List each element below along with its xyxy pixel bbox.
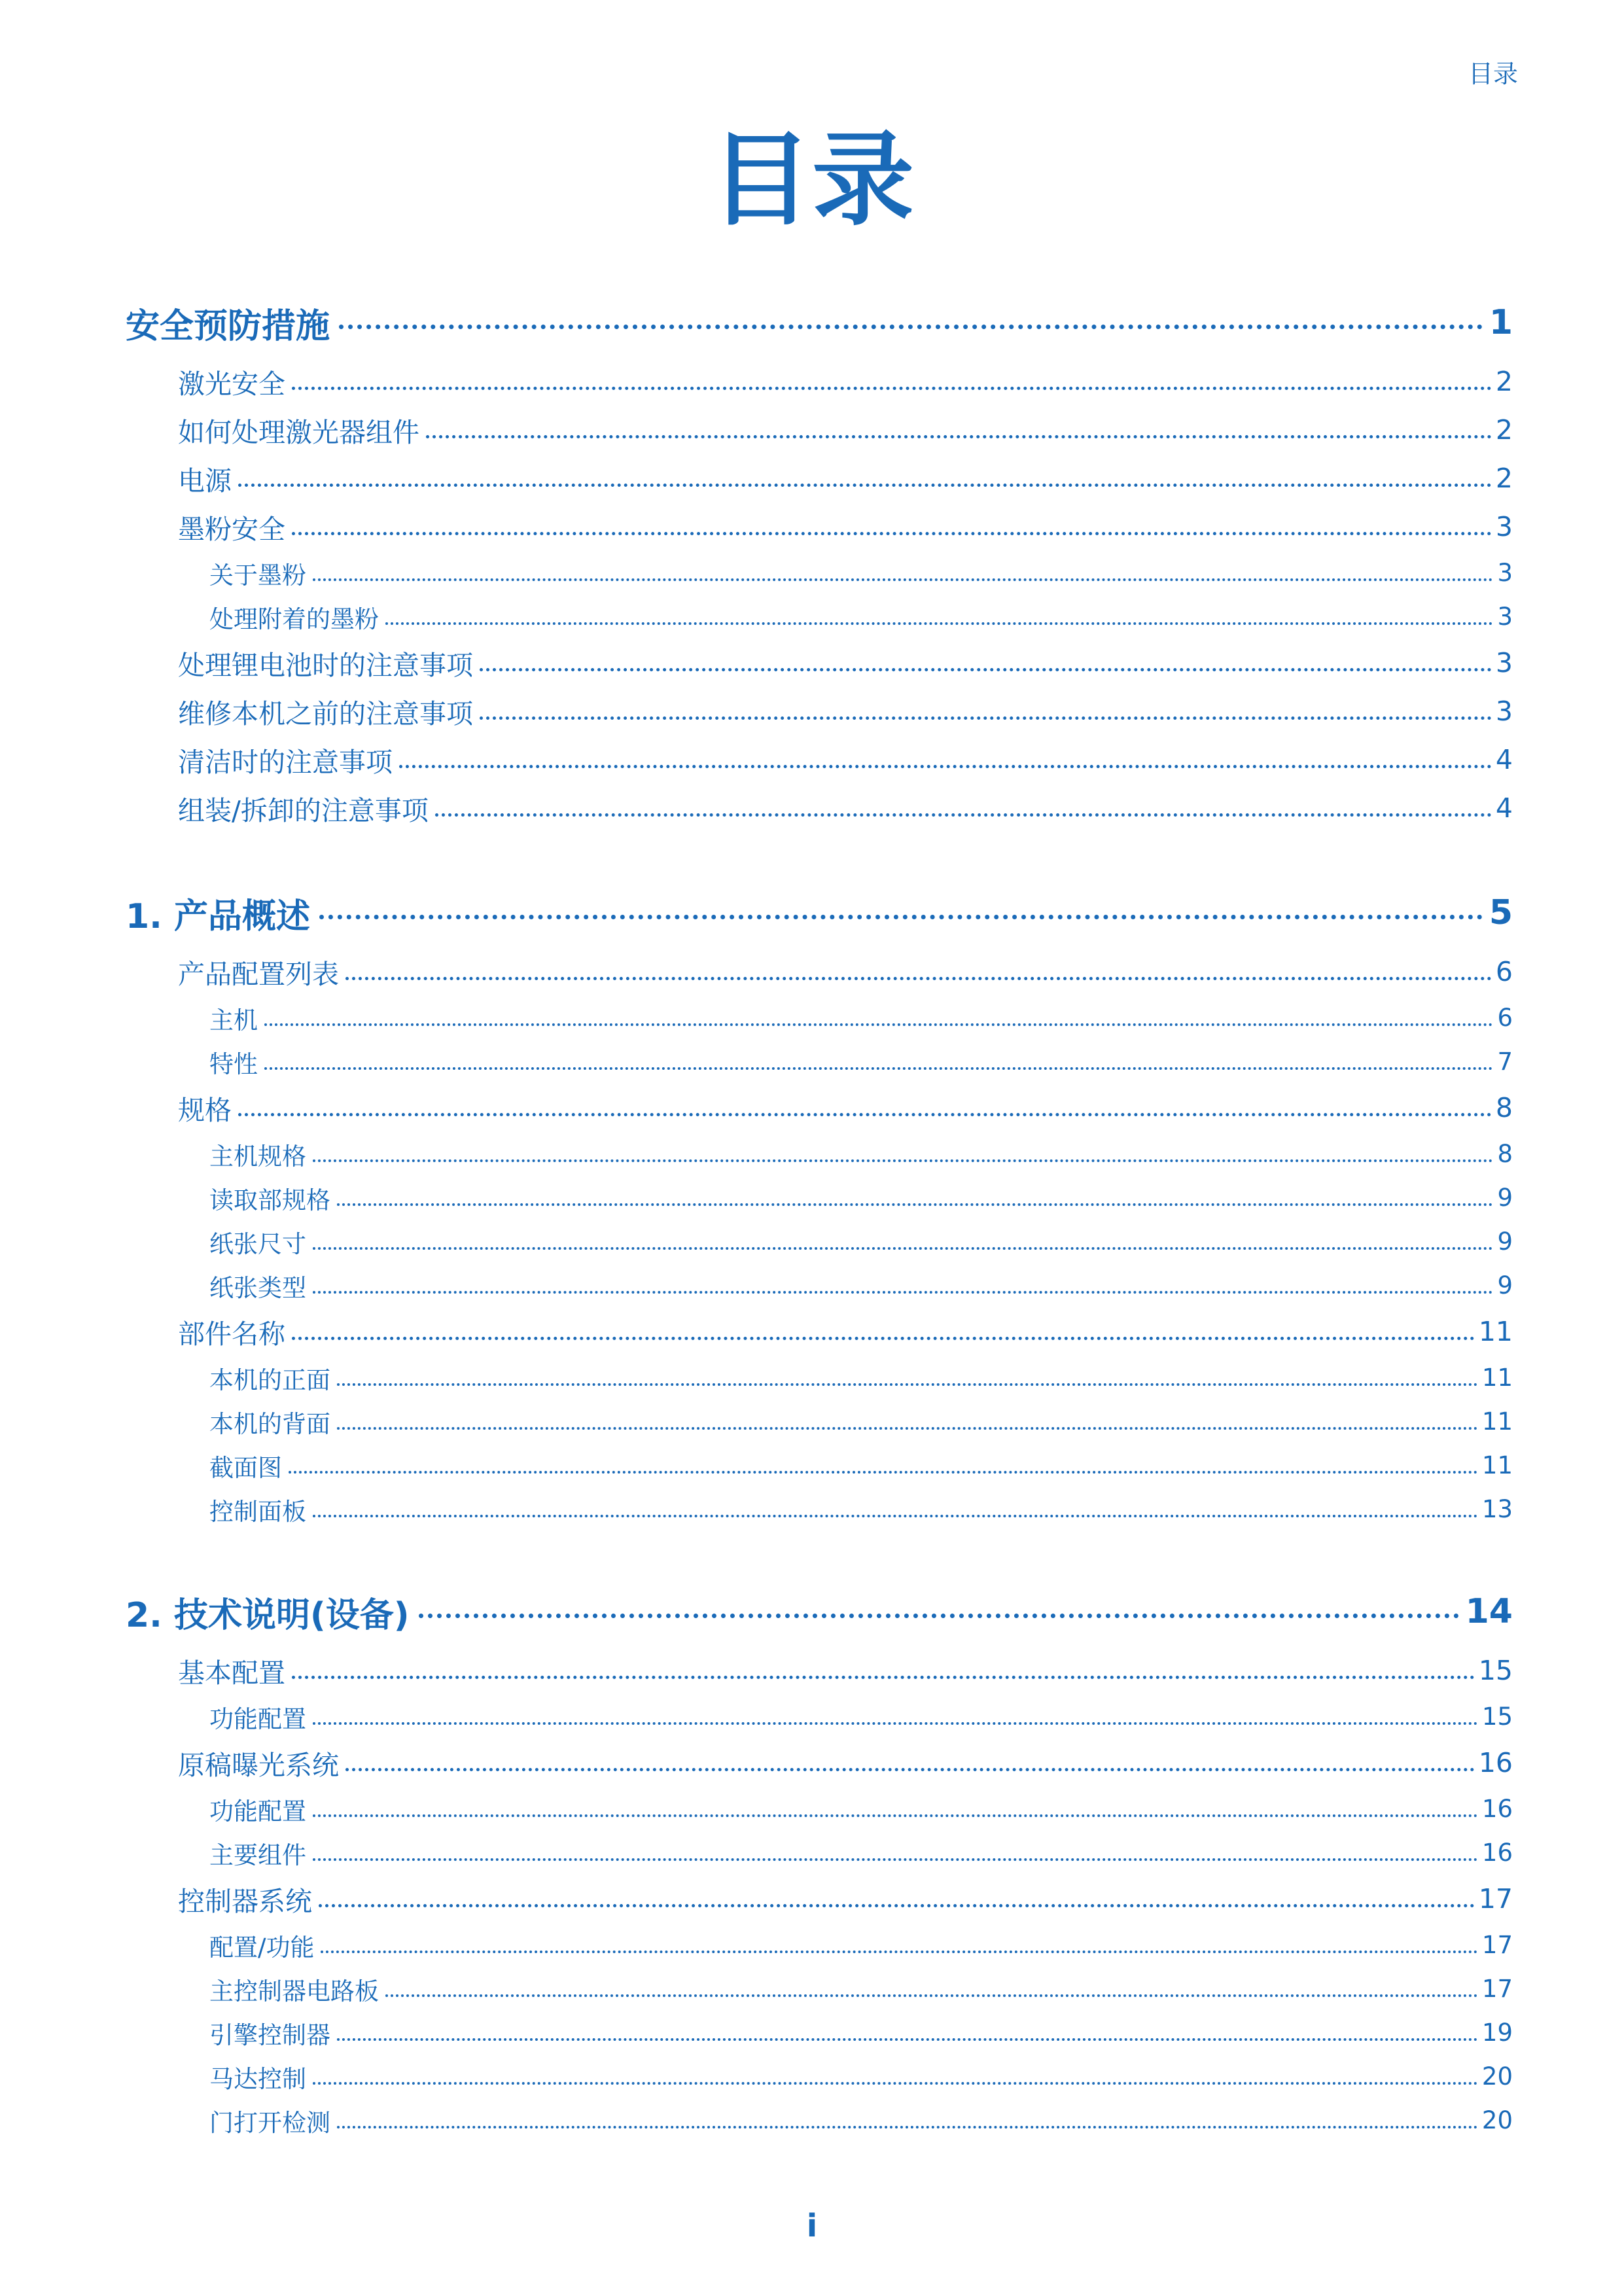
toc-entry-title: 维修本机之前的注意事项 — [178, 698, 473, 730]
toc-entry-title: 控制器系统 — [178, 1885, 312, 1917]
dot-leader — [337, 1203, 1493, 1206]
toc-entry-title: 原稿曝光系统 — [178, 1749, 339, 1781]
dot-leader — [385, 622, 1493, 625]
toc-subsection-entry[interactable] — [126, 551, 1513, 595]
dot-leader — [337, 2126, 1478, 2128]
toc-entry-page-number: 3 — [1495, 647, 1513, 679]
toc-entry-page-number: 11 — [1478, 1316, 1513, 1347]
toc-entry-title: 清洁时的注意事项 — [178, 746, 393, 778]
toc-subsection-entry[interactable] — [126, 1487, 1513, 1531]
dot-leader — [385, 1994, 1478, 1997]
toc-entry-page-number: 4 — [1495, 744, 1513, 775]
toc-entry-title: 配置/功能 — [209, 1933, 315, 1962]
toc-entry-page-number: 20 — [1481, 2062, 1513, 2091]
toc-subsection-entry[interactable] — [126, 1443, 1513, 1487]
toc-entry-title: 读取部规格 — [209, 1186, 330, 1214]
toc-section-entry[interactable] — [126, 1307, 1513, 1356]
toc-entry-page-number: 1 — [1489, 303, 1513, 342]
toc-subsection-entry[interactable] — [126, 1967, 1513, 2011]
dot-leader — [337, 1427, 1478, 1430]
toc-entry-page-number: 3 — [1495, 511, 1513, 542]
toc-entry-title: 门打开检测 — [209, 2108, 330, 2137]
toc-section-entry[interactable] — [126, 503, 1513, 551]
toc-subsection-entry[interactable] — [126, 1695, 1513, 1739]
toc-entry-title: 部件名称 — [178, 1318, 285, 1350]
toc-section-entry[interactable] — [126, 947, 1513, 996]
toc-entry-page-number: 3 — [1495, 696, 1513, 727]
toc-entry-page-number: 16 — [1481, 1795, 1513, 1823]
dot-leader — [337, 2038, 1478, 2041]
toc-entry-title: 组装/拆卸的注意事项 — [178, 794, 429, 826]
dot-leader — [238, 1113, 1492, 1116]
toc-entry-page-number: 9 — [1497, 1184, 1513, 1212]
toc-entry-page-number: 15 — [1478, 1655, 1513, 1686]
dot-leader — [292, 1676, 1475, 1679]
toc-entry-page-number: 7 — [1497, 1048, 1513, 1076]
toc-entry-title: 规格 — [178, 1094, 232, 1126]
dot-leader — [313, 1858, 1478, 1861]
dot-leader — [313, 1515, 1478, 1517]
dot-leader — [313, 1247, 1493, 1250]
toc-entry-title: 安全预防措施 — [126, 306, 330, 346]
toc-section-entry[interactable] — [126, 1084, 1513, 1132]
toc-section-entry[interactable] — [126, 406, 1513, 454]
toc-chapter-heading[interactable] — [126, 1577, 1513, 1646]
page-title: 目录 — [710, 120, 914, 239]
dot-leader — [319, 915, 1483, 919]
dot-leader — [313, 1814, 1478, 1817]
toc-entry-page-number: 2 — [1495, 463, 1513, 494]
toc-section-entry[interactable] — [126, 1875, 1513, 1923]
dot-leader — [426, 435, 1492, 438]
dot-leader — [292, 387, 1492, 390]
toc-entry-page-number: 8 — [1495, 1092, 1513, 1123]
dot-leader — [339, 325, 1483, 329]
toc-entry-title: 关于墨粉 — [209, 561, 306, 590]
toc-entry-title: 2. 技术说明(设备) — [126, 1595, 410, 1635]
toc-section-entry[interactable] — [126, 687, 1513, 735]
toc-section-entry[interactable] — [126, 735, 1513, 784]
dot-leader — [292, 1337, 1475, 1340]
toc-entry-title: 引擎控制器 — [209, 2021, 330, 2049]
dot-leader — [289, 1471, 1478, 1474]
toc-subsection-entry[interactable] — [126, 1263, 1513, 1307]
toc-entry-page-number: 17 — [1478, 1883, 1513, 1915]
toc-subsection-entry[interactable] — [126, 1040, 1513, 1084]
toc-subsection-entry[interactable] — [126, 1220, 1513, 1263]
toc-entry-page-number: 15 — [1481, 1703, 1513, 1731]
toc-chapter — [126, 288, 1513, 832]
toc-entry-page-number: 5 — [1489, 893, 1513, 932]
dot-leader — [264, 1067, 1493, 1070]
toc-chapter-heading[interactable] — [126, 878, 1513, 947]
toc-subsection-entry[interactable] — [126, 1831, 1513, 1875]
table-of-contents — [126, 288, 1513, 2188]
toc-entry-page-number: 13 — [1481, 1495, 1513, 1523]
dot-leader — [345, 977, 1492, 980]
toc-chapter-heading[interactable] — [126, 288, 1513, 357]
toc-subsection-entry[interactable] — [126, 1176, 1513, 1220]
dot-leader — [345, 1768, 1475, 1771]
toc-section-entry[interactable] — [126, 639, 1513, 687]
dot-leader — [264, 1023, 1493, 1026]
toc-chapter — [126, 878, 1513, 1531]
toc-subsection-entry[interactable] — [126, 2011, 1513, 2055]
toc-subsection-entry[interactable] — [126, 1787, 1513, 1831]
toc-entry-page-number: 2 — [1495, 366, 1513, 397]
toc-entry-page-number: 4 — [1495, 792, 1513, 824]
toc-entry-page-number: 2 — [1495, 414, 1513, 446]
dot-leader — [480, 716, 1492, 720]
toc-entry-title: 主机 — [209, 1006, 258, 1034]
toc-entry-title: 本机的背面 — [209, 1409, 330, 1438]
toc-entry-page-number: 16 — [1481, 1839, 1513, 1867]
toc-section-entry[interactable] — [126, 454, 1513, 503]
dot-leader — [435, 813, 1492, 817]
dot-leader — [313, 1722, 1478, 1725]
dot-leader — [313, 2082, 1478, 2085]
dot-leader — [292, 532, 1492, 535]
toc-entry-title: 产品配置列表 — [178, 958, 339, 990]
toc-entry-page-number: 11 — [1481, 1364, 1513, 1392]
toc-subsection-entry[interactable] — [126, 1400, 1513, 1443]
toc-section-entry[interactable] — [126, 1739, 1513, 1787]
toc-entry-title: 处理锂电池时的注意事项 — [178, 649, 473, 681]
toc-entry-title: 特性 — [209, 1050, 258, 1078]
dot-leader — [313, 578, 1493, 581]
toc-entry-title: 本机的正面 — [209, 1366, 330, 1394]
toc-entry-page-number: 9 — [1497, 1271, 1513, 1299]
toc-entry-title: 激光安全 — [178, 368, 285, 400]
toc-entry-page-number: 3 — [1497, 603, 1513, 631]
toc-entry-title: 控制面板 — [209, 1497, 306, 1526]
toc-entry-title: 基本配置 — [178, 1657, 285, 1689]
toc-section-entry[interactable] — [126, 784, 1513, 832]
toc-entry-title: 截面图 — [209, 1453, 282, 1482]
dot-leader — [319, 1904, 1475, 1907]
toc-subsection-entry[interactable] — [126, 1132, 1513, 1176]
toc-section-entry[interactable] — [126, 357, 1513, 406]
toc-entry-title: 主控制器电路板 — [209, 1977, 379, 2005]
toc-entry-page-number: 8 — [1497, 1140, 1513, 1168]
toc-entry-page-number: 17 — [1481, 1975, 1513, 2003]
toc-entry-title: 墨粉安全 — [178, 513, 285, 545]
toc-entry-title: 主机规格 — [209, 1142, 306, 1171]
toc-entry-title: 纸张尺寸 — [209, 1229, 306, 1258]
toc-entry-page-number: 17 — [1481, 1931, 1513, 1959]
toc-subsection-entry[interactable] — [126, 1923, 1513, 1967]
page-number: i — [806, 2208, 818, 2244]
toc-entry-title: 处理附着的墨粉 — [209, 605, 379, 633]
toc-subsection-entry[interactable] — [126, 595, 1513, 639]
toc-entry-page-number: 6 — [1495, 956, 1513, 987]
toc-subsection-entry[interactable] — [126, 1356, 1513, 1400]
dot-leader — [238, 484, 1492, 487]
dot-leader — [419, 1614, 1459, 1618]
toc-entry-title: 纸张类型 — [209, 1273, 306, 1302]
toc-entry-title: 功能配置 — [209, 1704, 306, 1733]
toc-entry-page-number: 14 — [1465, 1592, 1513, 1631]
dot-leader — [337, 1383, 1478, 1386]
dot-leader — [399, 765, 1492, 768]
toc-subsection-entry[interactable] — [126, 2098, 1513, 2142]
toc-entry-page-number: 3 — [1497, 559, 1513, 587]
dot-leader — [313, 1291, 1493, 1294]
toc-entry-title: 功能配置 — [209, 1797, 306, 1826]
toc-entry-title: 主要组件 — [209, 1841, 306, 1869]
toc-entry-title: 1. 产品概述 — [126, 896, 311, 936]
toc-chapter — [126, 1577, 1513, 2142]
toc-subsection-entry[interactable] — [126, 2055, 1513, 2098]
toc-entry-page-number: 20 — [1481, 2106, 1513, 2134]
dot-leader — [313, 1159, 1493, 1162]
toc-entry-title: 马达控制 — [209, 2064, 306, 2093]
toc-entry-page-number: 11 — [1481, 1407, 1513, 1436]
toc-entry-page-number: 6 — [1497, 1004, 1513, 1032]
toc-entry-title: 如何处理激光器组件 — [178, 416, 419, 448]
toc-subsection-entry[interactable] — [126, 996, 1513, 1040]
toc-entry-page-number: 16 — [1478, 1747, 1513, 1778]
dot-leader — [321, 1951, 1477, 1953]
toc-section-entry[interactable] — [126, 1646, 1513, 1695]
toc-entry-page-number: 11 — [1481, 1451, 1513, 1479]
running-header: 目录 — [1468, 60, 1518, 88]
toc-entry-page-number: 9 — [1497, 1227, 1513, 1256]
toc-entry-page-number: 19 — [1481, 2019, 1513, 2047]
toc-entry-title: 电源 — [178, 465, 232, 497]
dot-leader — [480, 668, 1492, 671]
